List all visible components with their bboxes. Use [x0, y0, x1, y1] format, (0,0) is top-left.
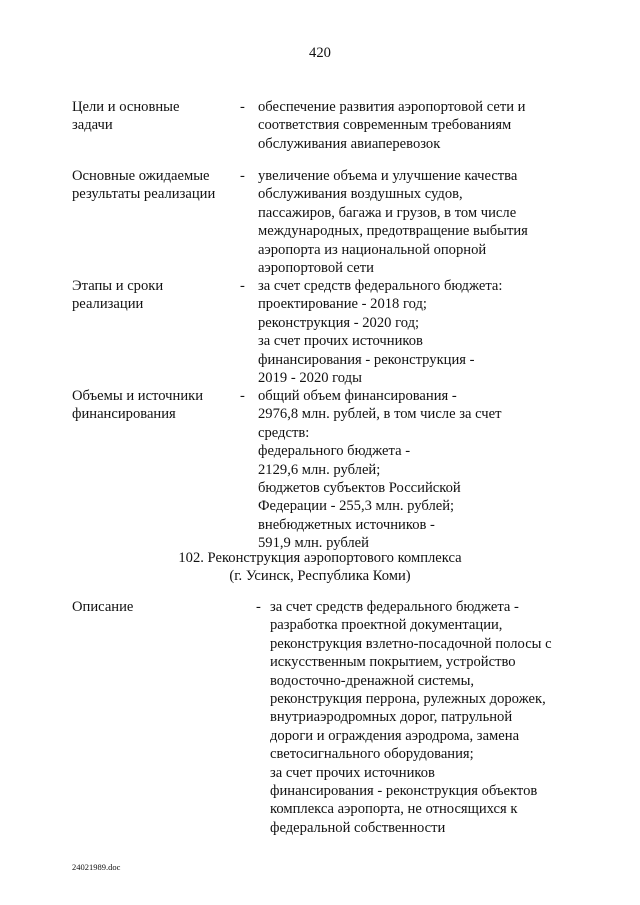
page-number: 420	[309, 45, 331, 61]
section-heading: 102. Реконструкция аэропортового комплекса (г. Усинск, Республика Коми)	[178, 550, 462, 585]
row-label: Цели и основные задачи	[72, 99, 180, 134]
row-dash: -	[240, 99, 245, 115]
document-footer: 24021989.doc	[72, 862, 121, 872]
row-dash: -	[240, 278, 245, 294]
row-dash: -	[256, 599, 261, 615]
row-value: за счет средств федерального бюджета - разработка проектной документации, реконструкция взлетно-посадочной полосы с искусственным покрытием, устройство водосточно-дренажной системы, реконструкция перрона, рулежных дорожек, внутриаэродромных дорог, патрульной дороги и ограждения аэродрома, замена светосигнального оборудования; за счет прочих источников финансирования - реконструкция объектов комплекса аэропорта, не относящихся к федеральной собственности	[270, 599, 552, 836]
row-label: Описание	[72, 599, 134, 615]
row-label: Основные ожидаемые результаты реализации	[72, 168, 216, 203]
row-value: обеспечение развития аэропортовой сети и соответствия современным требованиям обслуживания авиаперевозок	[258, 99, 526, 152]
row-value: увеличение объема и улучшение качества обслуживания воздушных судов, пассажиров, багажа и грузов, в том числе международных, предотвращение выбытия аэропорта из национальной опорной аэропортовой сети	[258, 168, 528, 277]
row-value: за счет средств федерального бюджета: проектирование - 2018 год; реконструкция - 2020 год; за счет прочих источников финансирования - реконструкция - 2019 - 2020 годы	[258, 278, 503, 387]
row-dash: -	[240, 168, 245, 184]
row-value: общий объем финансирования - 2976,8 млн. рублей, в том числе за счет средств: федерального бюджета - 2129,6 млн. рублей; бюджетов субъектов Российской Федерации - 255,3 млн. рублей; внебюджетных источников - 591,9 млн. рублей	[258, 388, 502, 552]
row-label: Объемы и источники финансирования	[72, 388, 204, 423]
row-dash: -	[240, 388, 245, 404]
row-label: Этапы и сроки реализации	[72, 278, 164, 313]
